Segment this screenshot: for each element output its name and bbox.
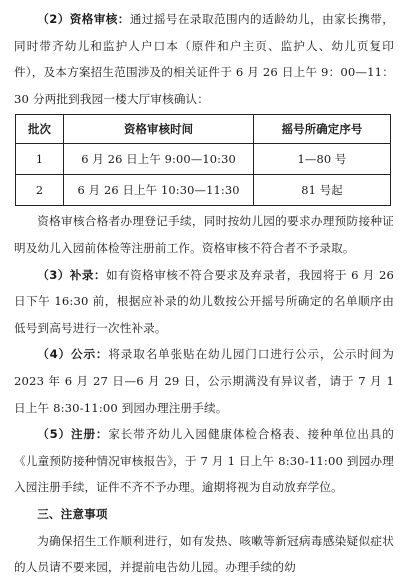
cell-lottery-number: 1—80 号: [254, 144, 391, 175]
cell-batch: 2: [16, 175, 64, 206]
cell-batch: 1: [16, 144, 64, 175]
notes-paragraph: 为确保招生工作顺利进行，如有发热、咳嗽等新冠病毒感染疑似症状的人员请不要来园，并提前电告幼儿园。办理手续的幼: [14, 533, 394, 575]
table-row: [16, 175, 391, 206]
header-review-time: 资格审核时间: [64, 115, 254, 144]
qualification-paragraph: [14, 6, 394, 112]
publicity-lead: （4）公示：: [37, 347, 109, 362]
registration-paragraph: [14, 421, 394, 501]
table-row: [16, 144, 391, 175]
cell-lottery-number: 81 号起: [254, 175, 391, 206]
registration-lead: （5）注册：: [37, 427, 109, 442]
registration-body: 家长带齐幼儿入园健康体检合格表、接种单位出具的《儿童预防接种情况审核报告》，于 7 月 1 日上午 8:30-11:00 到园办理入园注册手续，证件不齐不予办理。逾期将视为自动放弃学位。: [14, 427, 394, 495]
publicity-body: 将录取名单张贴在幼儿园门口进行公示，公示时间为 2023 年 6 月 27 日—6 月 29 日，公示期满没有异议者，请于 7 月 1 日上午 8:30-11:00 到园办理注册手续。: [14, 347, 394, 415]
qualification-lead: （2）资格审核：: [37, 12, 130, 26]
header-lottery-number: 摇号所确定序号: [254, 115, 391, 144]
table-header-row: [16, 115, 391, 144]
cell-review-time: 6 月 26 日上午 10:30—11:30: [64, 175, 254, 206]
supplement-lead: （3）补录：: [37, 267, 106, 282]
supplement-body: 如有资格审核不符合要求及弃录者，我园将于 6 月 26 日下午 16:30 前，根据应补录的幼儿数按公开摇号所确定的名单顺序由低号到高号进行一次性补录。: [14, 267, 394, 335]
review-schedule-table: [15, 114, 391, 206]
notes-heading: 三、注意事项: [37, 506, 108, 521]
after-table-paragraph: 资格审核合格者办理登记手续，同时按幼儿园的要求办理预防接种证明及幼儿入园前体检等注册前工作。资格审核不符合者不予录取。: [14, 214, 394, 255]
qualification-body: 通过摇号在录取范围内的适龄幼儿，由家长携带，同时带齐幼儿和监护人户口本（原件和户主页、监护人、幼儿页复印件），及本方案招生范围涉及的相关证件于 6 月 26 日上午 9：00—11：30 分两批到我园一楼大厅审核确认：: [14, 12, 394, 106]
publicity-paragraph: [14, 341, 394, 421]
header-batch: 批次: [16, 115, 64, 144]
cell-review-time: 6 月 26 日上午 9:00—10:30: [64, 144, 254, 175]
supplement-paragraph: [14, 262, 394, 342]
